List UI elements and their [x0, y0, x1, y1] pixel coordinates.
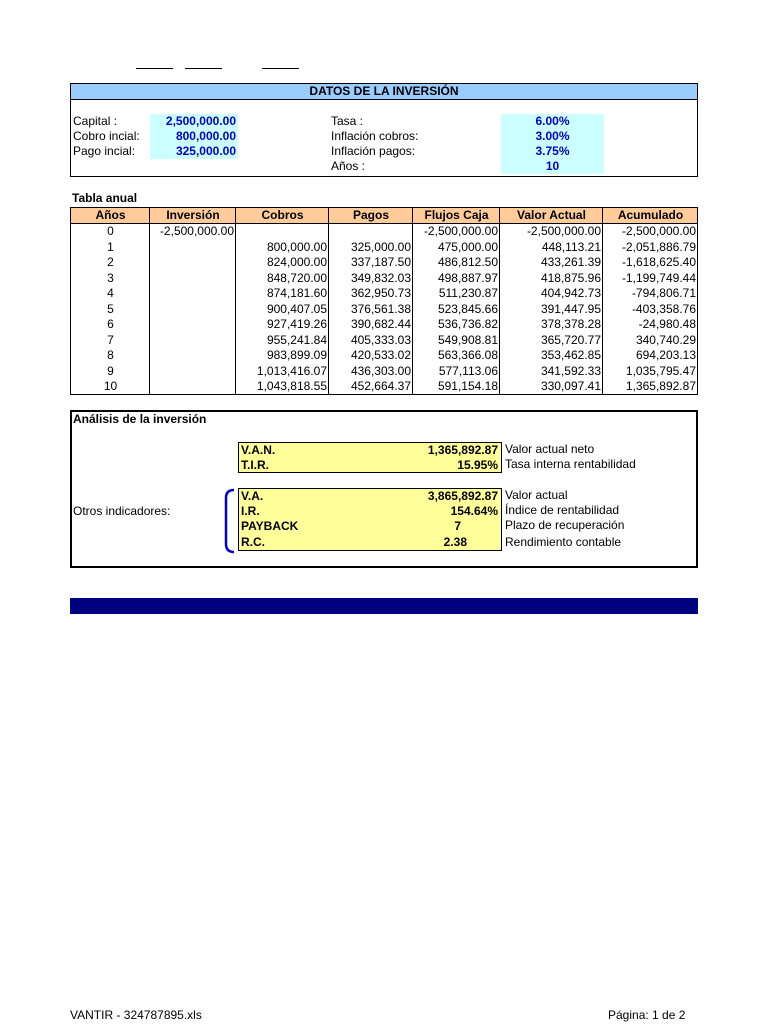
rc-value: 2.38: [443, 535, 467, 549]
cell-cobros: [236, 224, 329, 239]
cell-inversion: [150, 333, 236, 348]
cell-flujos-caja: 511,230.87: [438, 286, 498, 300]
table-row: [71, 317, 697, 333]
cell-valor-actual: 378,378.28: [540, 317, 601, 331]
cell-anos: 6: [107, 317, 114, 331]
cell-anos: 8: [107, 348, 114, 362]
payback-desc: Plazo de recuperación: [505, 518, 625, 532]
cell-cobros: 955,241.84: [266, 332, 327, 347]
cell-pagos: 337,187.50: [350, 255, 411, 269]
datos-title: DATOS DE LA INVERSIÓN: [71, 84, 697, 100]
cobro-inicial-label: Cobro incial:: [73, 129, 140, 143]
cell-cobros: 824,000.00: [266, 255, 327, 269]
cell-acumulado: -2,500,000.00: [621, 224, 696, 238]
cell-flujos-caja: 498,887.97: [437, 270, 498, 285]
inflacion-pagos-label: Inflación pagos:: [331, 144, 416, 158]
cell-anos: 2: [107, 255, 114, 269]
inflacion-cobros-label: Inflación cobros:: [331, 129, 419, 143]
cell-flujos-caja: -2,500,000.00: [423, 224, 498, 238]
capital-value[interactable]: 2,500,000.00: [150, 114, 238, 129]
tabla-anual-title: Tabla anual: [72, 191, 138, 205]
cell-pagos: 436,303.00: [350, 363, 411, 378]
cell-acumulado: -403,358.76: [631, 301, 696, 316]
anos-label: Años :: [331, 159, 366, 173]
analisis-title: Análisis de la inversión: [73, 412, 207, 426]
cell-acumulado: -1,618,625.40: [621, 255, 696, 269]
table-row: [71, 240, 697, 256]
cell-inversion: [150, 364, 236, 379]
cell-flujos-caja: 486,812.50: [437, 255, 498, 269]
cell-flujos-caja: 549,908.81: [437, 332, 498, 347]
cell-pagos: 376,561.38: [350, 301, 411, 316]
ir-desc: Índice de rentabilidad: [505, 503, 620, 517]
va-desc: Valor actual: [505, 488, 568, 502]
cell-valor-actual: 330,097.41: [540, 379, 601, 393]
analisis-panel: [70, 410, 698, 568]
col-header-anos: Años: [95, 208, 126, 222]
footer-filename: VANTIR - 324787895.xls: [70, 1008, 202, 1022]
blue-divider-bar: [70, 598, 698, 614]
rc-desc: Rendimiento contable: [505, 535, 622, 549]
col-header-acumulado: Acumulado: [617, 208, 684, 222]
cobro-inicial-value[interactable]: 800,000.00: [150, 129, 238, 144]
cell-acumulado: 694,203.13: [635, 348, 696, 362]
inflacion-cobros-value[interactable]: 3.00%: [501, 129, 604, 144]
table-row: [71, 333, 697, 349]
table-row: [71, 348, 697, 364]
col-header-pagos: Pagos: [352, 208, 389, 222]
otros-indicadores-box: [238, 488, 502, 551]
tir-value: 15.95%: [457, 458, 498, 472]
cell-cobros: 800,000.00: [266, 239, 327, 254]
table-row: [71, 364, 697, 380]
cell-anos: 1: [107, 239, 114, 254]
indicadores-principales-box: [238, 442, 502, 473]
cell-acumulado: 1,365,892.87: [625, 379, 696, 393]
cell-valor-actual: 418,875.96: [540, 270, 601, 285]
cell-acumulado: 340,740.29: [635, 332, 696, 347]
cell-acumulado: -1,199,749.44: [621, 270, 696, 285]
cell-inversion: -2,500,000.00: [159, 224, 234, 238]
van-desc: Valor actual neto: [505, 442, 595, 456]
cell-flujos-caja: 563,366.08: [437, 348, 498, 362]
cell-pagos: 420,533.02: [350, 348, 411, 362]
va-name: V.A.: [241, 489, 264, 503]
cell-inversion: [150, 255, 236, 270]
datos-inversion-panel: [70, 83, 698, 177]
cell-valor-actual: 448,113.21: [541, 239, 601, 254]
ir-name: I.R.: [241, 504, 260, 518]
footer-page-number: Página: 1 de 2: [608, 1008, 686, 1022]
otros-indicadores-label: Otros indicadores:: [73, 504, 171, 518]
cell-cobros: 1,013,416.07: [256, 363, 327, 378]
cell-cobros: 848,720.00: [266, 270, 327, 285]
cell-flujos-caja: 577,113.06: [438, 363, 498, 378]
cell-pagos: 405,333.03: [350, 332, 411, 347]
tir-name: T.I.R.: [241, 458, 270, 472]
anos-value[interactable]: 10: [501, 159, 604, 174]
cell-acumulado: -24,980.48: [638, 317, 696, 331]
cell-anos: 0: [107, 224, 114, 238]
rc-name: R.C.: [241, 535, 265, 549]
col-header-valor-actual: Valor Actual: [517, 208, 586, 222]
cell-flujos-caja: 523,845.66: [437, 301, 498, 316]
table-row: [71, 224, 697, 240]
col-header-inversion: Inversión: [166, 208, 220, 222]
cell-anos: 4: [107, 286, 114, 300]
cell-pagos: 390,682.44: [350, 317, 411, 331]
cell-valor-actual: -2,500,000.00: [526, 224, 601, 238]
cell-cobros: 927,419.26: [266, 317, 327, 331]
cell-valor-actual: 391,447.95: [540, 301, 601, 316]
cell-pagos: 325,000.00: [350, 239, 411, 254]
cell-flujos-caja: 591,154.18: [437, 379, 498, 393]
tir-desc: Tasa interna rentabilidad: [505, 457, 636, 471]
cell-acumulado: -2,051,886.79: [621, 239, 696, 254]
payback-value: 7: [454, 519, 461, 533]
cell-inversion: [150, 271, 236, 286]
pago-inicial-value[interactable]: 325,000.00: [150, 144, 238, 159]
cell-valor-actual: 433,261.39: [540, 255, 601, 269]
tasa-label: Tasa :: [331, 114, 364, 128]
ir-value: 154.64%: [450, 504, 498, 518]
cell-pagos: [329, 224, 413, 239]
table-row: [71, 286, 697, 302]
inflacion-pagos-value[interactable]: 3.75%: [501, 144, 604, 159]
table-row: [71, 379, 697, 395]
cell-inversion: [150, 240, 236, 255]
col-header-flujos-caja: Flujos Caja: [424, 208, 489, 222]
cell-valor-actual: 341,592.33: [540, 363, 601, 378]
tabla-header-row: [71, 208, 697, 224]
table-row: [71, 255, 697, 271]
tabla-anual: [70, 207, 698, 395]
payback-name: PAYBACK: [241, 519, 299, 533]
cell-valor-actual: 365,720.77: [540, 332, 601, 347]
cell-cobros: 900,407.05: [266, 301, 327, 316]
cell-pagos: 349,832.03: [350, 270, 411, 285]
cell-anos: 7: [107, 332, 114, 347]
cell-inversion: [150, 317, 236, 332]
header-line-2: [185, 68, 222, 69]
cell-cobros: 983,899.09: [266, 348, 327, 362]
cell-pagos: 362,950.73: [350, 286, 411, 300]
cell-anos: 10: [103, 379, 118, 393]
pago-inicial-label: Pago incial:: [73, 144, 136, 158]
header-line-3: [262, 68, 299, 69]
van-name: V.A.N.: [241, 443, 276, 457]
cell-flujos-caja: 475,000.00: [437, 239, 498, 254]
cell-anos: 3: [107, 270, 114, 285]
cell-cobros: 874,181.60: [266, 286, 327, 300]
cell-inversion: [150, 286, 236, 301]
cell-inversion: [150, 379, 236, 394]
cell-anos: 9: [107, 363, 114, 378]
cell-inversion: [150, 348, 236, 363]
cell-anos: 5: [107, 301, 114, 316]
bracket-icon: [220, 488, 236, 554]
cell-pagos: 452,664.37: [350, 379, 411, 393]
header-line-1: [136, 68, 173, 69]
cell-valor-actual: 404,942.73: [540, 286, 601, 300]
table-row: [71, 302, 697, 318]
cell-valor-actual: 353,462.85: [540, 348, 601, 362]
va-value: 3,865,892.87: [427, 489, 498, 503]
van-value: 1,365,892.87: [427, 443, 498, 457]
tasa-value[interactable]: 6.00%: [501, 114, 604, 129]
cell-flujos-caja: 536,736.82: [437, 317, 498, 331]
cell-cobros: 1,043,818.55: [256, 379, 327, 393]
cell-acumulado: 1,035,795.47: [625, 363, 696, 378]
col-header-cobros: Cobros: [261, 208, 304, 222]
cell-inversion: [150, 302, 236, 317]
table-row: [71, 271, 697, 287]
capital-label: Capital :: [73, 114, 118, 128]
cell-acumulado: -794,806.71: [631, 286, 696, 300]
